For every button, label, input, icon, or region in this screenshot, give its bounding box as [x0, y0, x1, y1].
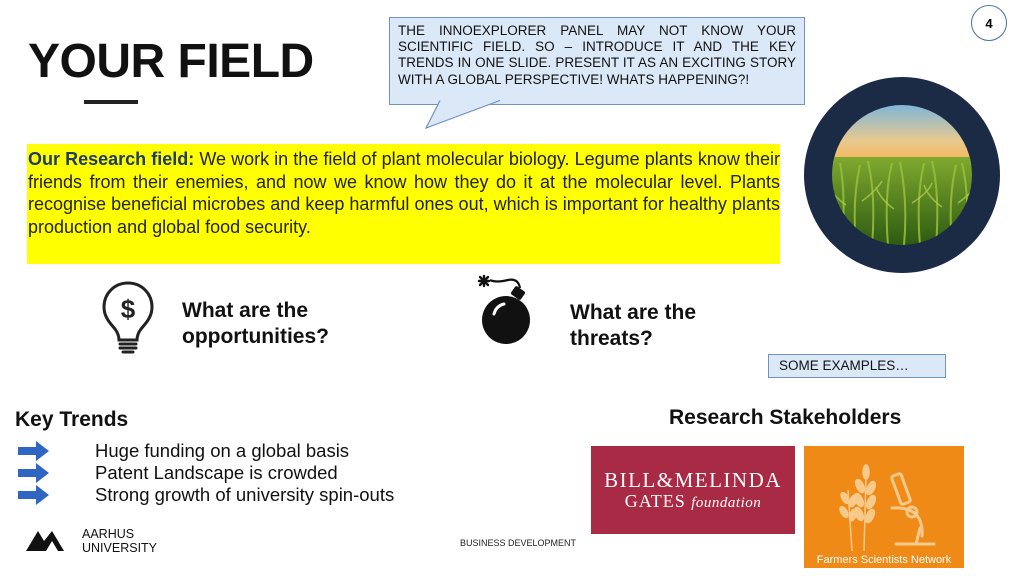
right-arrow-icon — [18, 485, 50, 505]
threats-heading: What are the threats? — [570, 301, 697, 350]
corn-field-image — [832, 105, 972, 245]
right-arrow-icon — [18, 463, 50, 483]
bomb-icon — [474, 274, 536, 346]
key-trends-heading: Key Trends — [15, 408, 129, 431]
page-number: 4 — [971, 5, 1007, 41]
svg-text:$: $ — [120, 294, 136, 324]
gates-logo-line2: GATES foundation — [624, 491, 762, 511]
wheat-icon — [838, 465, 877, 551]
list-item — [18, 440, 350, 462]
trend-list — [18, 440, 395, 506]
page-title: YOUR FIELD — [28, 35, 314, 88]
title-underline — [84, 100, 138, 104]
research-field-label: Our Research field: — [28, 149, 195, 169]
list-item — [18, 462, 338, 484]
research-field-box — [27, 144, 780, 264]
trend-text: Huge funding on a global basis — [95, 440, 350, 461]
opportunities-heading: What are the opportunities? — [182, 299, 329, 348]
trend-text: Strong growth of university spin-outs — [95, 484, 395, 505]
trend-text: Patent Landscape is crowded — [95, 462, 338, 483]
research-field-text: We work in the field of plant molecular biology. Legume plants know their friends from their enemies, and now we know how they do it at the molecular level. Plants recognise beneficial microbes and keep harmful ones out, which is important for healthy plants production and global food security. — [28, 149, 780, 237]
university-line1: AARHUS — [82, 527, 135, 541]
right-arrow-icon — [18, 441, 50, 461]
examples-callout: SOME EXAMPLES… — [768, 354, 946, 378]
list-item — [18, 484, 395, 506]
fsn-label: Farmers Scientists Network — [816, 554, 952, 566]
au-logo-icon — [24, 527, 66, 553]
callout-tail — [420, 100, 530, 132]
university-line2: UNIVERSITY — [82, 540, 158, 555]
farmers-scientists-network-logo — [804, 446, 964, 568]
gates-foundation-logo — [591, 446, 795, 534]
university-name — [82, 528, 157, 555]
instruction-callout: THE INNOEXPLORER PANEL MAY NOT KNOW YOUR SCIENTIFIC FIELD. SO – INTRODUCE IT AND THE KEY TRENDS IN ONE SLIDE. PRESENT IT AS AN EXCITING STORY WITH A GLOBAL PERSPECTIVE! WHATS HAPPENING?! — [389, 17, 805, 105]
gates-logo-line1: BILL&MELINDA — [604, 468, 782, 492]
microscope-icon — [891, 473, 934, 544]
footer-department: BUSINESS DEVELOPMENT — [460, 538, 577, 548]
lightbulb-dollar-icon — [100, 280, 156, 354]
stakeholders-heading: Research Stakeholders — [669, 406, 902, 429]
